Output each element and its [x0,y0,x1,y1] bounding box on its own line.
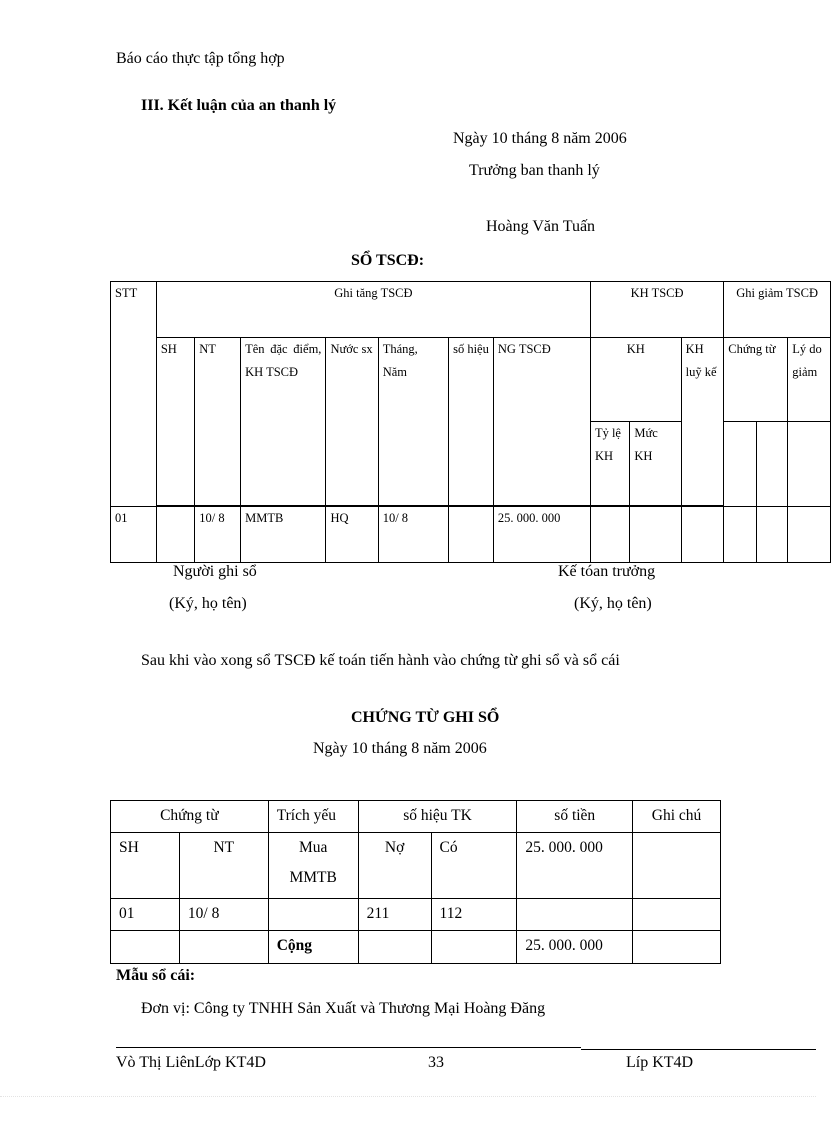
empty-cell [724,507,757,563]
empty-cell [358,931,431,964]
total-label: Cộng [268,931,358,964]
footer-right: Líp KT4D [626,1054,694,1071]
footer-rule [581,1049,816,1050]
row-stt: 01 [111,507,157,563]
row-nt: 10/ 8 [195,507,241,563]
so-cai-unit: Đơn vị: Công ty TNHH Sản Xuất và Thương Mại Hoàng Đăng [141,1000,546,1017]
header-trich-yeu: Trích yếu [268,801,358,833]
header-kh-luy-ke: KH luỹ kế [681,338,724,506]
header-ghi-tang: Ghi tăng TSCĐ [156,282,590,338]
empty-cell [630,507,681,563]
header-chung-tu: Chứng từ [724,338,788,422]
ctgs-title: CHỨNG TỪ GHI SỔ [351,709,500,726]
trich-yeu-value: Mua MMTB [268,833,358,899]
signature-left-title: Người ghi sổ [173,563,257,580]
header-nt: NT [179,833,268,899]
empty-cell [268,899,358,931]
empty-cell [111,931,180,964]
signature-left-sub: (Ký, họ tên) [169,595,247,612]
header-ten: Tên đặc điểm, KH TSCĐ [241,338,326,506]
signature-right-sub: (Ký, họ tên) [574,595,652,612]
header-ly-do: Lý do giảm [788,338,831,422]
page-number: 33 [428,1054,444,1071]
header-stt: STT [111,282,157,507]
row-ten: MMTB [241,507,326,563]
header-ty-le: Tỷ lệ KH [590,422,629,506]
section-heading: III. Kết luận của an thanh lý [141,97,337,114]
header-thang: Tháng, Năm [378,338,448,506]
empty-cell [179,931,268,964]
empty-cell [431,931,517,964]
so-cai-heading: Mẫu sổ cái: [116,967,196,984]
row-so-hieu [449,507,494,563]
footer-rule [116,1047,581,1048]
total-amount: 25. 000. 000 [517,931,633,964]
empty-cell [724,422,757,507]
empty-cell [590,507,629,563]
liquidation-head-name: Hoàng Văn Tuấn [486,218,596,235]
header-so-hieu: số hiệu [449,338,494,506]
header-ghi-chu: Ghi chú [633,801,721,833]
footer-left: Vò Thị LiênLớp KT4D [116,1054,266,1071]
tscd-table [110,281,831,563]
header-kh: KH [590,338,681,422]
empty-cell [633,899,721,931]
ctgs-table [110,800,721,964]
page-bottom-dotted-line [0,1096,816,1097]
liquidation-date: Ngày 10 tháng 8 năm 2006 [453,130,627,147]
row-nt: 10/ 8 [179,899,268,931]
amount-1: 25. 000. 000 [517,833,633,899]
empty-cell [633,931,721,964]
report-header: Báo cáo thực tập tổng hợp [116,50,285,67]
empty-cell [788,422,831,507]
row-sh [156,507,194,563]
header-muc-kh: Mức KH [630,422,681,506]
header-chung-tu: Chứng từ [111,801,269,833]
empty-cell [681,507,724,563]
header-so-tien: số tiền [517,801,633,833]
signature-right-title: Kế tóan trưởng [558,563,656,580]
row-no: 211 [358,899,431,931]
row-sh: 01 [111,899,180,931]
row-co: 112 [431,899,517,931]
empty-cell [757,507,788,563]
ctgs-date: Ngày 10 tháng 8 năm 2006 [313,740,487,757]
header-so-hieu-tk: số hiệu TK [358,801,517,833]
header-ghi-giam: Ghi giảm TSCĐ [724,282,831,338]
liquidation-head-role: Trưởng ban thanh lý [469,162,600,179]
header-sh: SH [111,833,180,899]
header-nuoc: Nước sx [326,338,378,506]
row-thang: 10/ 8 [378,507,448,563]
header-ng: NG TSCĐ [493,338,590,506]
header-kh-tscd: KH TSCĐ [590,282,723,338]
header-co: Có [431,833,517,899]
header-sh: SH [156,338,194,506]
row-nuoc: HQ [326,507,378,563]
empty-cell [517,899,633,931]
body-paragraph: Sau khi vào xong sổ TSCĐ kế toán tiến hành vào chứng từ ghi sổ và sổ cái [141,652,620,669]
tscd-title: SỔ TSCĐ: [351,252,425,269]
header-nt: NT [195,338,241,506]
header-no: Nợ [358,833,431,899]
row-ng: 25. 000. 000 [493,507,590,563]
empty-cell [633,833,721,899]
empty-cell [788,507,831,563]
empty-cell [757,422,788,507]
